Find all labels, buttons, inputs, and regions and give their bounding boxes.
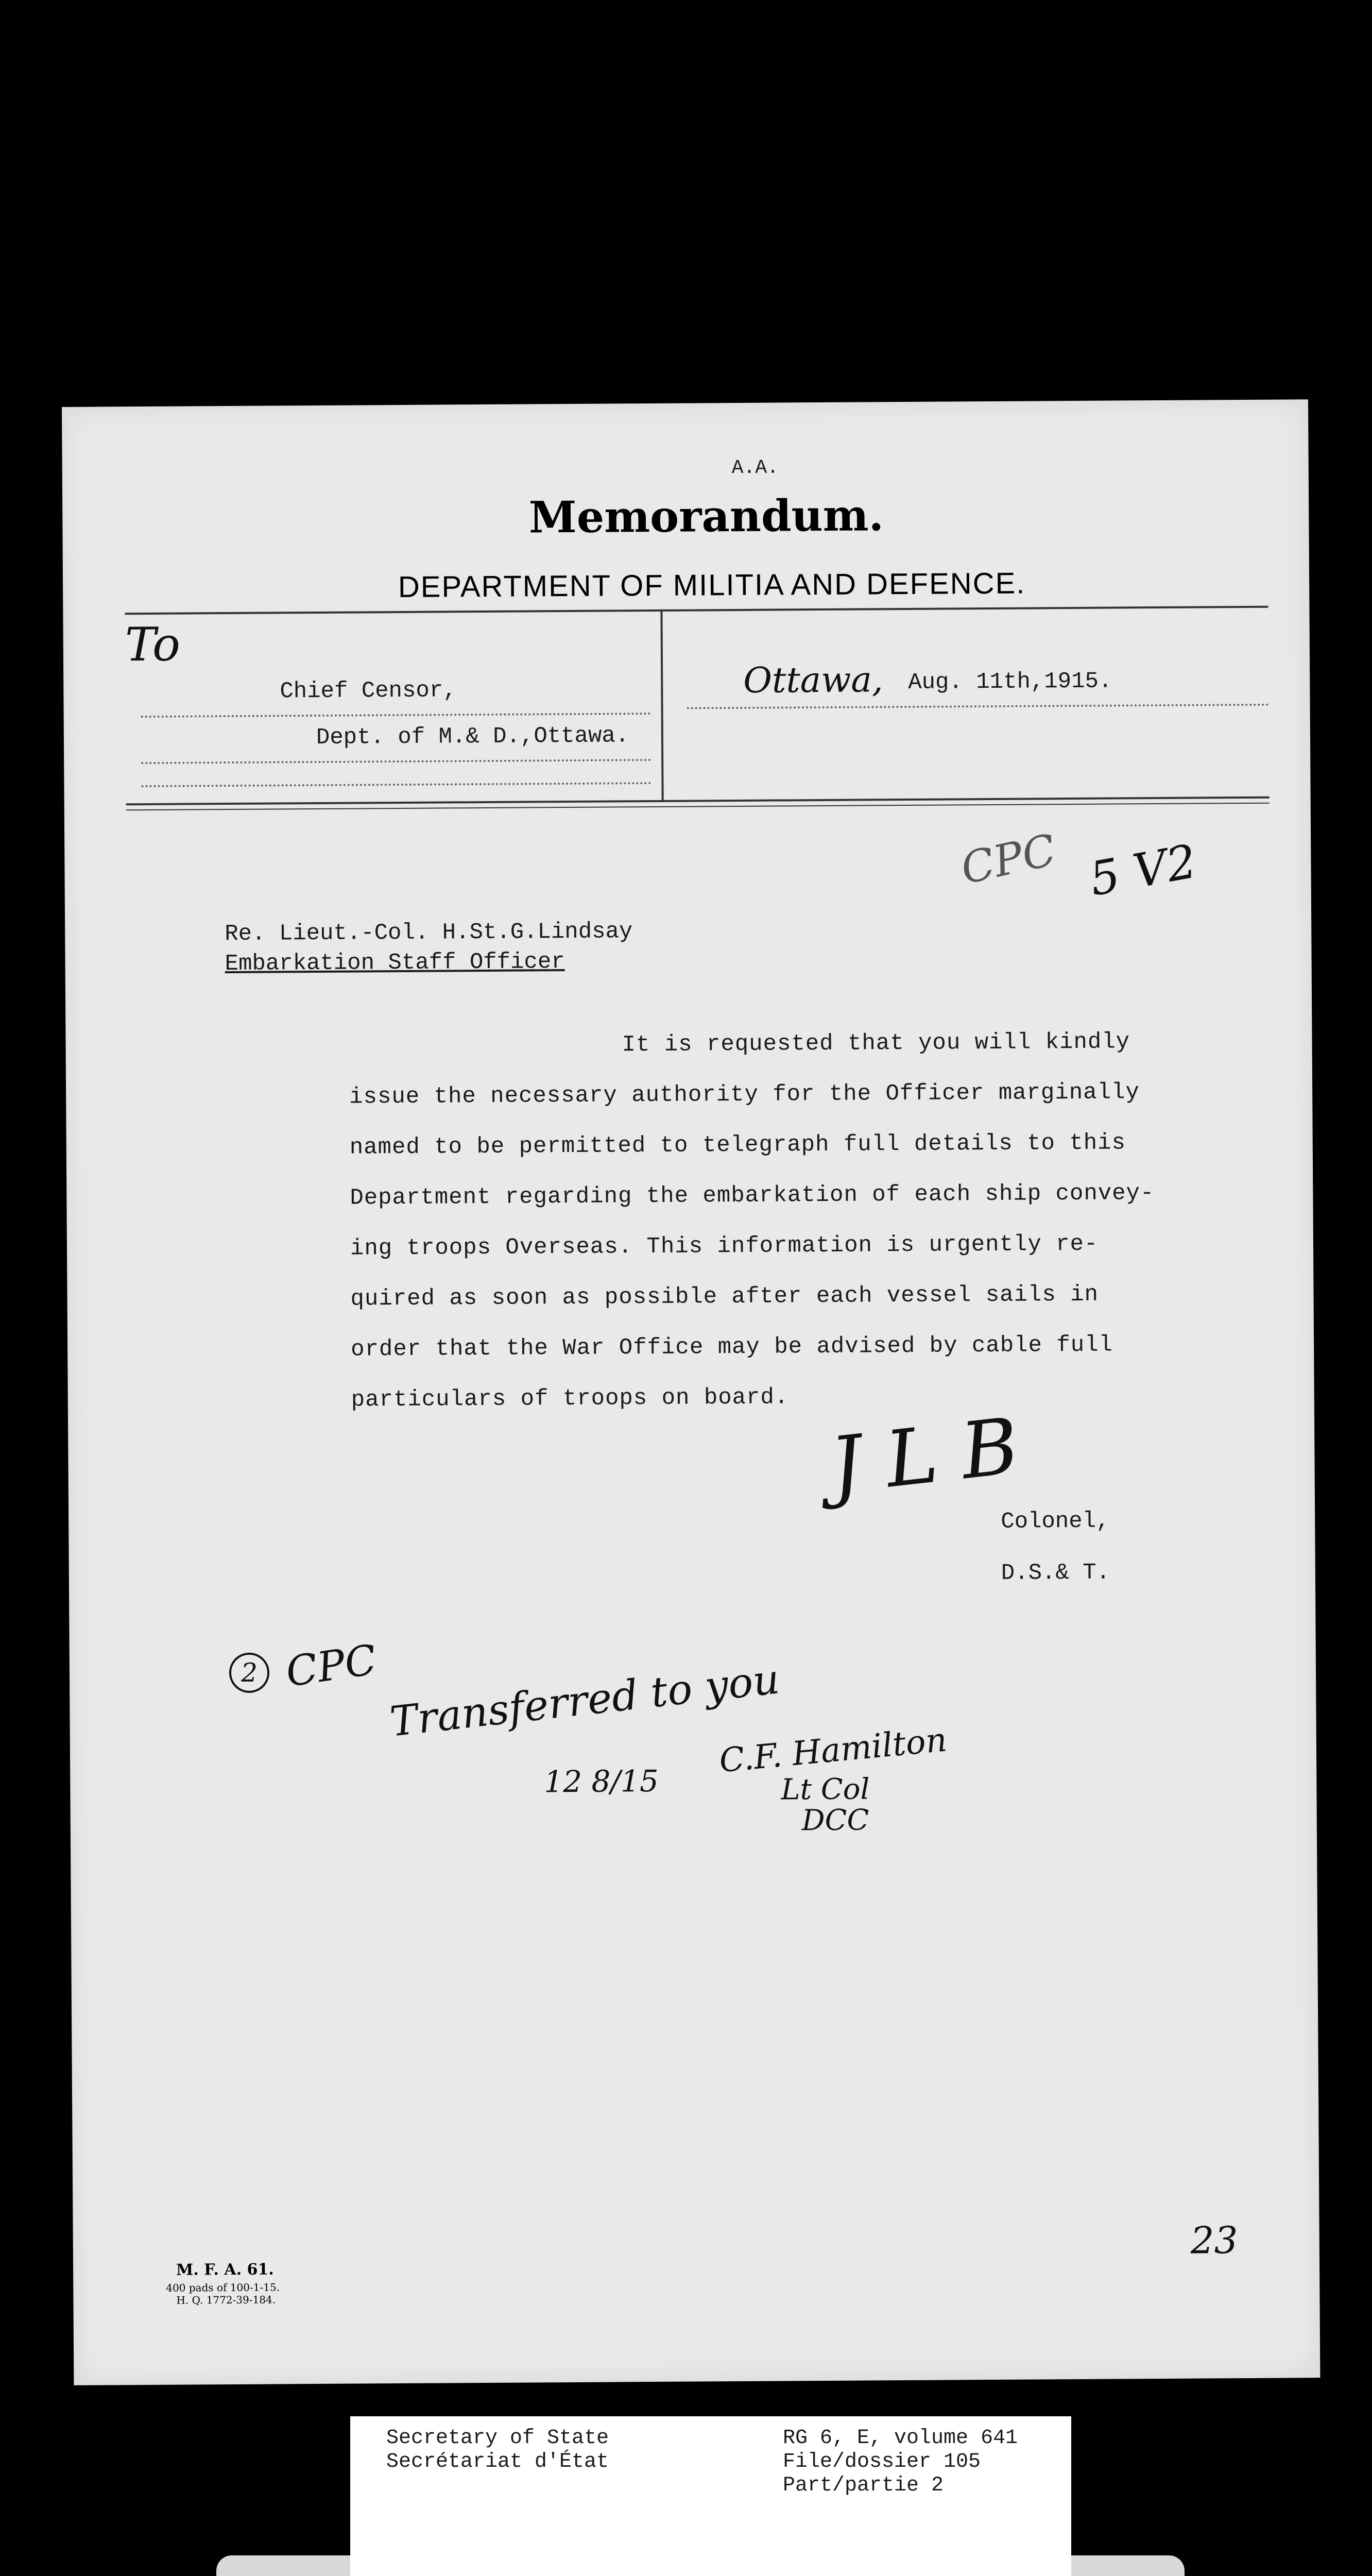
annotation-transferred: Transferred to you — [387, 1655, 782, 1746]
label-right-line-2: File/dossier 105 — [783, 2450, 981, 2473]
signer-rank: Colonel, — [1001, 1508, 1110, 1535]
address-dotted-rule — [141, 759, 651, 764]
body-line: ing troops Overseas. This information is urgently re- — [350, 1231, 1099, 1262]
label-right-block — [783, 2427, 1018, 2498]
label-left-line-1: Secretary of State — [386, 2427, 609, 2450]
addressee-line-2: Dept. of M.& D.,Ottawa. — [316, 723, 629, 751]
ref-mark: A.A. — [731, 456, 779, 480]
address-dotted-rule — [141, 713, 651, 718]
annotation-date: 12 8/15 — [544, 1763, 659, 1800]
label-left-block — [386, 2427, 609, 2474]
body-line: It is requested that you will kindly — [622, 1029, 1130, 1058]
label-right-line-3: Part/partie 2 — [783, 2474, 944, 2497]
memo-paper — [62, 399, 1320, 2385]
label-left-line-2: Secrétariat d'État — [386, 2450, 609, 2473]
signature-initials: J L B — [826, 1401, 1023, 1512]
re-line-2: Embarkation Staff Officer — [225, 949, 565, 977]
address-dotted-rule — [141, 782, 651, 787]
annotation-signer-title: DCC — [801, 1803, 869, 1838]
margin-note-cpc: CPC — [956, 824, 1060, 894]
form-number: M. F. A. 61. — [176, 2260, 274, 2279]
body-line: particulars of troops on board. — [351, 1384, 789, 1413]
body-line: quired as soon as possible after each vessel sails in — [350, 1281, 1099, 1312]
re-line-1: Re. Lieut.-Col. H.St.G.Lindsay — [225, 919, 633, 947]
annotation-cpc: CPC — [283, 1635, 380, 1697]
memo-date: Aug. 11th,1915. — [908, 668, 1112, 696]
body-line: order that the War Office may be advised by cable full — [351, 1332, 1113, 1363]
memo-title: Memorandum. — [528, 489, 884, 543]
header-divider — [660, 609, 663, 800]
signer-title: D.S.& T. — [1001, 1560, 1110, 1586]
annotation-signer: C.F. Hamilton — [717, 1721, 949, 1781]
addressee-line-1: Chief Censor, — [280, 677, 457, 705]
margin-note-file: 5 V2 — [1085, 834, 1201, 907]
body-line: issue the necessary authority for the Officer marginally — [349, 1079, 1140, 1110]
date-dotted-rule — [687, 704, 1269, 709]
page-number: 23 — [1190, 2218, 1238, 2262]
annotation-signer-rank: Lt Col — [781, 1772, 870, 1807]
form-print-line-1: 400 pads of 100-1-15. — [166, 2281, 280, 2294]
form-print-line-2: H. Q. 1772-39-184. — [176, 2293, 276, 2307]
department-heading: DEPARTMENT OF MILITIA AND DEFENCE. — [398, 566, 1026, 604]
annotation-circle-number: 2 — [229, 1653, 269, 1693]
to-prefix: To — [125, 617, 181, 672]
place: Ottawa, — [743, 659, 883, 701]
archive-label — [350, 2416, 1071, 2576]
label-right-line-1: RG 6, E, volume 641 — [783, 2427, 1018, 2450]
body-line: Department regarding the embarkation of each ship convey- — [350, 1180, 1155, 1211]
body-line: named to be permitted to telegraph full details to this — [349, 1130, 1126, 1161]
header-rule — [125, 606, 1268, 615]
